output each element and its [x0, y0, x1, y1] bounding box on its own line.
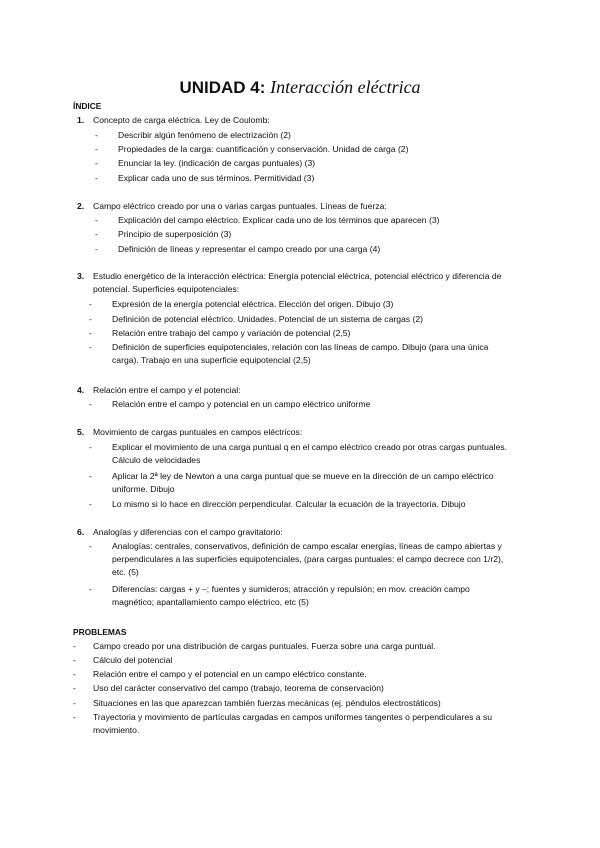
list-item: - Enunciar la ley. (indicación de cargas puntuales) (3): [95, 158, 316, 168]
problem-item: - Relación entre el campo y el potencial en un campo eléctrico constante.: [73, 669, 367, 679]
section-4: [73, 384, 513, 397]
problem-item: - Cálculo del potencial: [73, 655, 173, 665]
section-title: Campo eléctrico creado por una o varias cargas puntuales. Líneas de fuerza:: [93, 201, 387, 211]
list-item: - Explicación del campo eléctrico. Explicar cada uno de los términos que aparecen (3): [95, 215, 440, 225]
section-1: [73, 114, 513, 127]
section-5: [73, 426, 513, 439]
section-number: 2.: [77, 201, 85, 211]
section-title: Concepto de carga eléctrica. Ley de Coulomb:: [93, 115, 270, 125]
list-item: - Expresión de la energía potencial eléctrica. Elección del origen. Dibujo (3): [89, 299, 394, 309]
problems-heading: PROBLEMAS: [73, 627, 127, 637]
list-item: - Definición de potencial eléctrico. Unidades. Potencial de un sistema de cargas (2): [89, 314, 423, 324]
list-item: - Definición de superficies equipotenciales, relación con las líneas de campo. Dibujo (para una única carga). Trabajo en una superficie equipotencial (2,5): [89, 342, 489, 365]
list-item: - Relación entre el campo y potencial en un campo eléctrico uniforme: [89, 399, 371, 409]
page-title: [0, 76, 600, 99]
section-3: [73, 270, 513, 296]
problem-item: - Campo creado por una distribución de cargas puntuales. Fuerza sobre una carga puntual.: [73, 641, 436, 651]
list-item: - Definición de líneas y representar el campo creado por una carga (4): [95, 244, 381, 254]
section-6: [73, 526, 513, 539]
section-number: 6.: [77, 527, 85, 537]
section-title: Movimiento de cargas puntuales en campos eléctricos:: [93, 427, 303, 437]
problem-item: - Situaciones en las que aparezcan también fuerzas mecánicas (ej. péndulos electrostáticos): [73, 698, 441, 708]
section-number: 3.: [77, 271, 85, 281]
section-title: Analogías y diferencias con el campo gravitatorio:: [93, 527, 283, 537]
list-item: - Explicar el movimiento de una carga puntual q en el campo eléctrico creado por otras cargas puntuales. Cálculo de velocidades: [89, 442, 508, 465]
title-topic: Interacción eléctrica: [270, 77, 421, 97]
list-item: - Lo mismo si lo hace en dirección perpendicular. Calcular la ecuación de la trayectoria. Dibujo: [89, 499, 466, 509]
section-title: Relación entre el campo y el potencial:: [93, 385, 241, 395]
section-number: 4.: [77, 385, 85, 395]
list-item: - Analogías: centrales, conservativos, definición de campo escalar energías, líneas de campo abiertas y perpendiculares a las superficies equipotenciales, (para cargas puntuales: el campo decrece con 1/r2), etc. (5): [89, 541, 504, 577]
section-number: 5.: [77, 427, 85, 437]
list-item: - Propiedades de la carga: cuantificación y conservación. Unidad de carga (2): [95, 144, 409, 154]
list-item: - Describir algún fenómeno de electrización (2): [95, 130, 291, 140]
section-number: 1.: [77, 115, 85, 125]
list-item: - Explicar cada uno de sus términos. Permitividad (3): [95, 173, 315, 183]
index-heading: ÍNDICE: [73, 101, 102, 111]
list-item: - Relación entre trabajo del campo y variación de potencial (2,5): [89, 328, 351, 338]
list-item: - Diferencias: cargas + y –; fuentes y sumideros; atracción y repulsión; en mov. creación campo magnético; apantallamiento campo eléctrico, etc (5): [89, 584, 470, 607]
section-2: [73, 200, 513, 213]
list-item: - Principio de superposición (3): [95, 229, 232, 239]
problem-item: - Trayectoria y movimiento de partículas cargadas en campos uniformes tangentes o perpendiculares a su movimiento.: [73, 712, 493, 735]
problem-item: - Uso del carácter conservativo del campo (trabajo, teorema de conservación): [73, 683, 384, 693]
section-title: Estudio energético de la interacción eléctrica: Energía potencial eléctrica, potencial eléctrico y diferencia de potencial. Superficies equipotenciales:: [93, 271, 502, 294]
title-unit: UNIDAD 4:: [179, 78, 266, 97]
list-item: - Aplicar la 2ª ley de Newton a una carga puntual que se mueve en la dirección de un campo eléctrico uniforme. Dibujo: [89, 471, 494, 494]
